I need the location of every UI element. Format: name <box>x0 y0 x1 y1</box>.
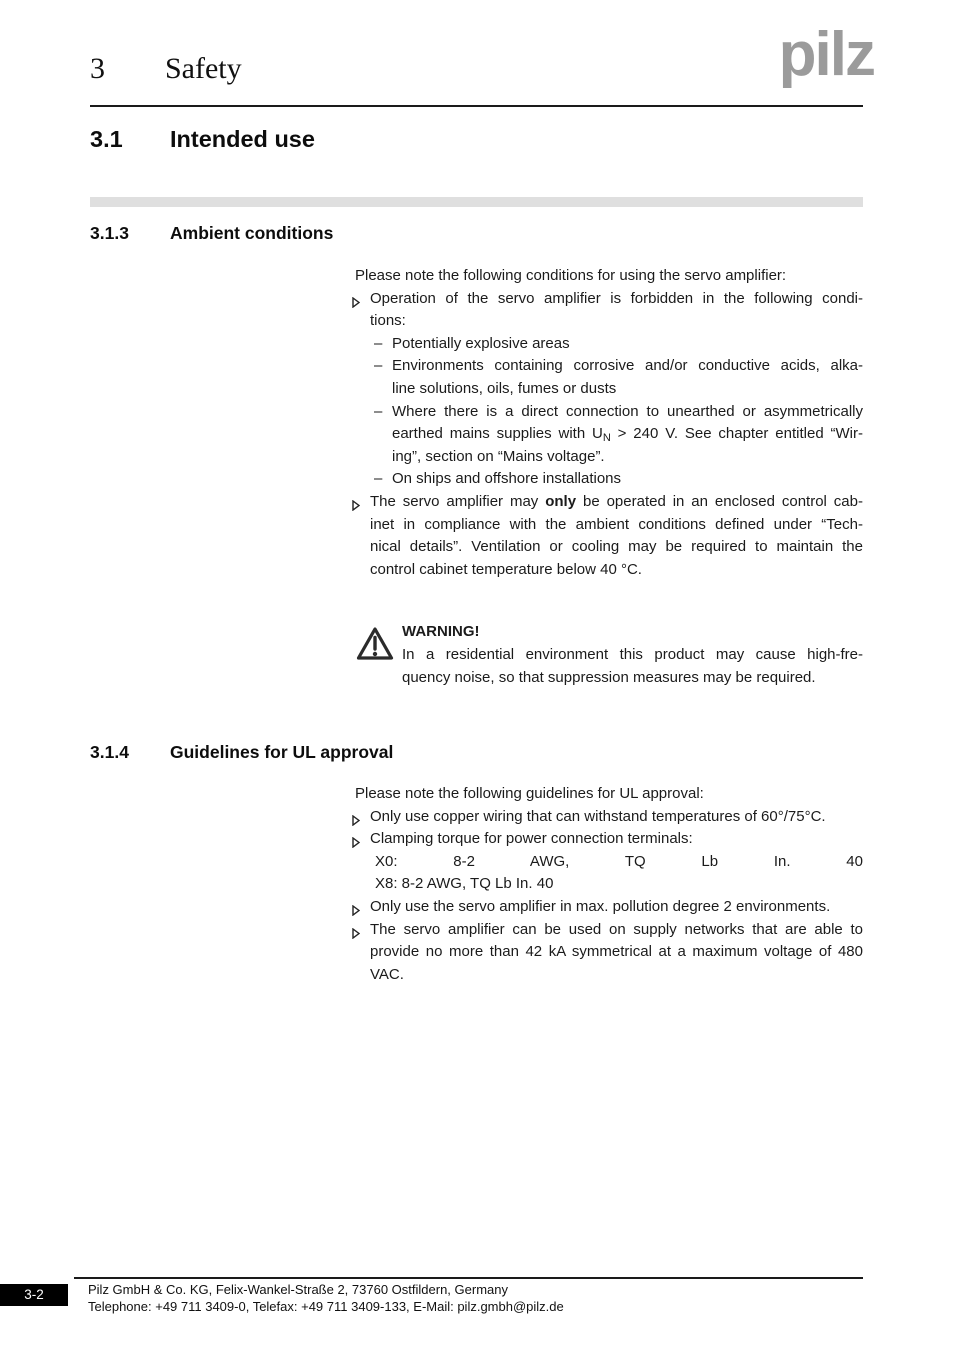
bullet-block <box>355 896 863 919</box>
para-block <box>355 265 863 288</box>
bullet-block <box>355 288 863 333</box>
warning-triangle-icon <box>355 625 395 663</box>
page-number-badge: 3-2 <box>0 1284 68 1306</box>
chapter-title: Safety <box>165 52 242 85</box>
warning-text-line: quency noise, so that suppression measures may be required. <box>402 668 816 686</box>
bullet-block <box>355 491 863 581</box>
text-line: earthed mains supplies with $U_N > 240$ V. See chapter entitled “Wir- <box>392 425 863 445</box>
text-line: Please note the following guidelines for UL approval: <box>355 785 704 803</box>
text-line: Operation of the servo amplifier is forbidden in the following condi- <box>370 289 863 307</box>
plain-block <box>355 851 863 896</box>
text-line: line solutions, oils, fumes or dusts <box>392 379 617 397</box>
text-line: VAC. <box>370 965 404 983</box>
subsection-number: 3.1.4 <box>90 742 129 763</box>
dash-block <box>355 468 863 491</box>
footer-text <box>88 1282 564 1315</box>
subsection-title-text: Guidelines for UL approval <box>170 742 394 763</box>
text-line: Environments containing corrosive and/or conductive acids, alka- <box>392 357 863 375</box>
text-line: X8: 8-2 AWG, TQ Lb In. 40 <box>375 875 554 893</box>
warning-title: WARNING! <box>402 623 480 641</box>
subsection-heading <box>90 222 863 244</box>
footer-contact: Telephone: +49 711 3409-0, Telefax: +49 711 3409-133, E-Mail: pilz.gmbh@pilz.de <box>88 1298 564 1314</box>
dash-block <box>355 401 863 469</box>
text-line: X0: 8-2 AWG, TQ Lb In. 40 <box>375 852 863 870</box>
header-divider <box>90 105 863 107</box>
chapter-header <box>90 52 242 86</box>
bullet-triangle-icon <box>352 926 360 937</box>
footer-divider <box>74 1277 863 1279</box>
subsection-number: 3.1.3 <box>90 223 129 243</box>
text-line: Please note the following conditions for using the servo amplifier: <box>355 267 787 284</box>
bullet-triangle-icon <box>352 498 360 509</box>
section-heading <box>90 125 315 153</box>
chapter-number: 3 <box>90 52 105 85</box>
text-line: On ships and offshore installations <box>392 470 622 488</box>
bullet-triangle-icon <box>352 295 360 306</box>
bullet-triangle-icon <box>352 835 360 846</box>
warning-box <box>355 621 863 689</box>
text-line: Where there is a direct connection to unearthed or asymmetrically <box>392 402 863 420</box>
text-line: The servo amplifier can be used on supply networks that are able to <box>370 920 863 938</box>
dash-marker: – <box>374 402 383 420</box>
subsection-body <box>355 265 863 689</box>
text-line: provide no more than 42 kA symmetrical at a maximum voltage of 480 <box>370 943 863 961</box>
dash-block <box>355 333 863 356</box>
bullet-block <box>355 919 863 987</box>
dash-marker: – <box>374 357 383 375</box>
footer-address: Pilz GmbH & Co. KG, Felix-Wankel-Straße 2, 73760 Ostfildern, Germany <box>88 1282 508 1297</box>
text-line: Clamping torque for power connection terminals: <box>370 830 693 848</box>
bullet-block <box>355 828 863 851</box>
bullet-triangle-icon <box>352 813 360 824</box>
subsection-body <box>355 783 863 986</box>
text-line: ing”, section on “Mains voltage”. <box>392 447 605 465</box>
text-line: tions: <box>370 312 406 330</box>
text-line: Potentially explosive areas <box>392 334 570 352</box>
bullet-triangle-icon <box>352 903 360 914</box>
bullet-block <box>355 806 863 829</box>
subsection-heading <box>90 741 863 763</box>
text-line: The servo amplifier may only be operated in an enclosed control cab- <box>370 492 863 510</box>
warning-text-line: In a residential environment this product may cause high-fre- <box>402 645 863 663</box>
para-block <box>355 783 863 806</box>
subsection-title-text: Ambient conditions <box>170 223 334 243</box>
dash-block <box>355 355 863 400</box>
main-content <box>90 222 863 986</box>
text-line: Only use the servo amplifier in max. pollution degree 2 environments. <box>370 898 831 916</box>
section-title-text: Intended use <box>170 126 315 152</box>
text-line: control cabinet temperature below 40 °C. <box>370 560 642 578</box>
dash-marker: – <box>374 470 383 488</box>
text-line: nical details”. Ventilation or cooling may be required to maintain the <box>370 538 863 556</box>
text-line: inet in compliance with the ambient conditions defined under “Tech- <box>370 515 863 533</box>
section-number: 3.1 <box>90 126 123 152</box>
dash-marker: – <box>374 334 383 352</box>
text-line: Only use copper wiring that can withstand temperatures of 60°/75°C. <box>370 807 826 825</box>
section-gray-bar <box>90 197 863 207</box>
pilz-logo: pilz <box>778 20 874 89</box>
